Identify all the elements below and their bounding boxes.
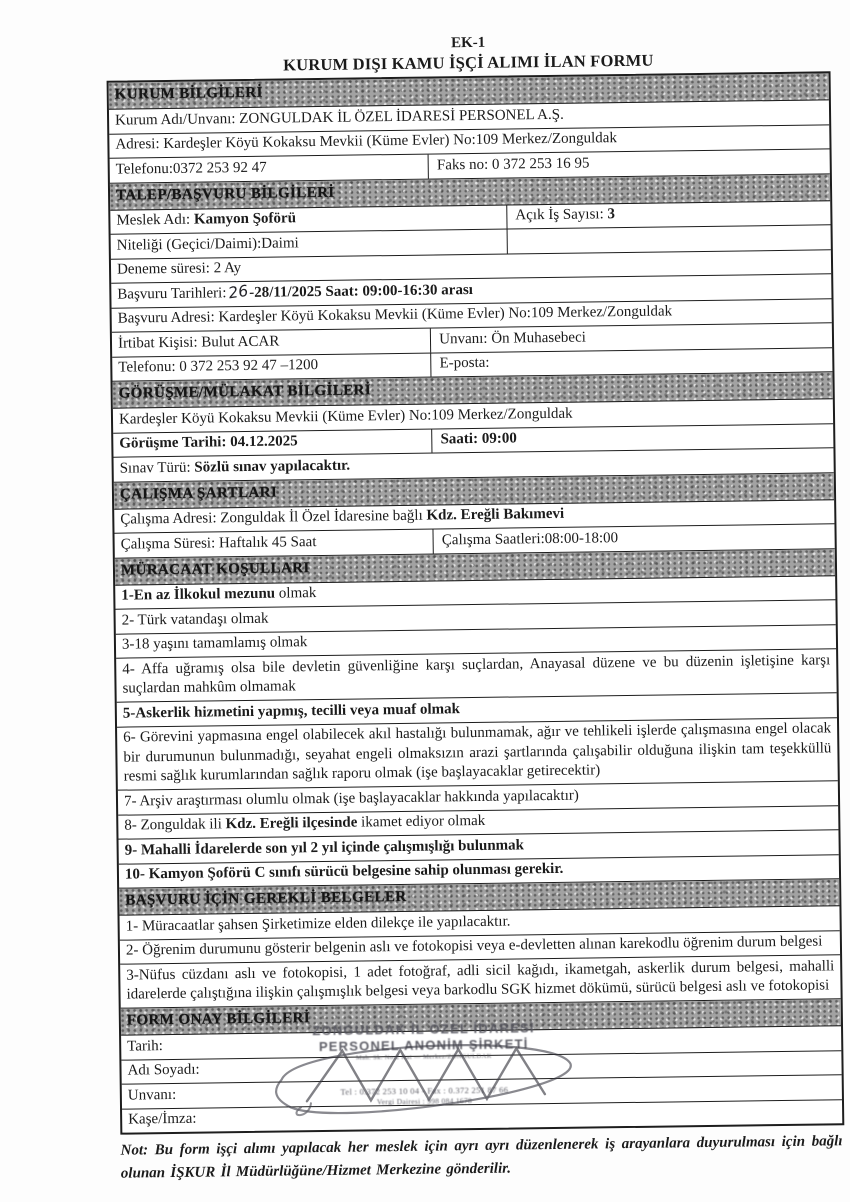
kurum-telefon: Telefonu:0372 253 92 47 bbox=[115, 159, 267, 178]
meslek-value: Kamyon Şoförü bbox=[193, 210, 297, 228]
gorusme-saati: Saati: 09:00 bbox=[440, 430, 517, 448]
onay-kase-label: Kaşe/İmza: bbox=[128, 1110, 197, 1128]
acik-is-label: Açık İş Sayısı: bbox=[515, 206, 608, 224]
nitelik: Niteliği (Geçici/Daimi):Daimi bbox=[116, 234, 299, 254]
calisma-adres-pre: Çalışma Adresi: Zonguldak İl Özel İdaresine bağlı bbox=[120, 507, 427, 528]
sinav-value: Sözlü sınav yapılacaktır. bbox=[194, 457, 351, 476]
condition-item-5: 5-Askerlik hizmetini yapmış, tecilli veya muaf olmak bbox=[117, 693, 837, 727]
kurum-faks: Faks no: 0 372 253 16 95 bbox=[436, 154, 590, 173]
section-title: KURUM BİLGİLERİ bbox=[114, 84, 263, 103]
condition-item-2: 2- Türk vatandaşı olmak bbox=[115, 600, 835, 634]
section-title: ÇALIŞMA ŞARTLARI bbox=[119, 484, 278, 503]
kurum-adres: Adresi: Kardeşler Köyü Kokaksu Mevkii (Küme Evler) No:109 Merkez/Zonguldak bbox=[115, 130, 618, 153]
eposta-label: E-posta: bbox=[439, 354, 490, 372]
empty-cell bbox=[507, 225, 831, 253]
calisma-adres-bold: Kdz. Ereğli Bakımevi bbox=[426, 505, 565, 524]
kurum-adi: Kurum Adı/Unvanı: ZONGULDAK İL ÖZEL İDARESİ PERSONEL A.Ş. bbox=[114, 106, 564, 129]
acik-is-value: 3 bbox=[607, 206, 616, 223]
condition-item-4: 4- Affa uğramış olsa bile devletin güvenliğine karşı suçlardan, Anayasal düzene ve bu düzenin işletişine karşı suçlardan mahkûm olmamak bbox=[116, 649, 837, 702]
document-item-1: 1- Müracaatlar şahsen Şirketimize elden dilekçe ile yapılacaktır. bbox=[120, 906, 840, 940]
section-title: TALEP/BAŞVURU BİLGİLERİ bbox=[115, 184, 335, 204]
onay-ad-label: Adı Soyadı: bbox=[127, 1061, 200, 1079]
footer-note-text: Bu form işçi alımı yapılacak her meslek için ayrı ayrı düzenlenerek iş arayanlara duyurulması için bağlı olunan İŞKUR İl Müdürlüğüne/Hizmet Merkezine gönderilir. bbox=[120, 1133, 843, 1182]
condition-item-1: 1-En az İlkokul mezunu olmak bbox=[115, 576, 835, 610]
document-item-3: 3-Nüfus cüzdanı aslı ve fotokopisi, 1 adet fotoğraf, adli sicil kağıdı, ikametgah, askerlik durum belgesi, mahalli idarelerde çalıştığına ilişkin çalışmışlık belgesi veya barkodlu SGK hizmet dökümü, sürücü belgesi aslı ve fotokopisi bbox=[120, 955, 841, 1008]
deneme-suresi: Deneme süresi: 2 Ay bbox=[116, 260, 242, 278]
form-table bbox=[107, 71, 845, 1134]
condition-item-8: 8- Zonguldak ili Kdz. Ereğli ilçesinde ikamet ediyor olmak bbox=[118, 806, 838, 840]
stamp-company-line2: PERSONEL ANONİM ŞİRKETİ bbox=[318, 1036, 529, 1054]
onay-unvan-label: Unvanı: bbox=[127, 1086, 177, 1104]
stamp-company-line1: ZONGULDAK İL ÖZEL İDARESİ bbox=[312, 1020, 535, 1038]
sinav-label: Sınav Türü: bbox=[119, 459, 195, 477]
document-item-2: 2- Öğrenim durumunu gösterir belgenin aslı ve fotokopisi veya e-devletten alınan karekodlu öğrenim durum belgesi bbox=[120, 931, 840, 965]
approval-block bbox=[121, 1020, 842, 1132]
handwritten-day: 26 bbox=[228, 281, 249, 302]
section-title: FORM ONAY BİLGİLERİ bbox=[126, 1010, 311, 1029]
irtibat-unvan: Unvanı: Ön Muhasebeci bbox=[439, 329, 586, 347]
stamp-address-line: Mah. Sk. No:2 Kat — Merkez/ZONGULDAK bbox=[355, 1052, 492, 1062]
scanned-form-page bbox=[106, 29, 845, 1185]
form-annex-code: EK-1 bbox=[450, 34, 486, 52]
gorusme-tarihi: Görüşme Tarihi: 04.12.2025 bbox=[119, 433, 298, 452]
footer-note-label: Not: bbox=[120, 1142, 149, 1159]
tarih-label: Başvuru Tarihleri: bbox=[117, 284, 227, 303]
onay-tarih-label: Tarih: bbox=[127, 1037, 163, 1055]
condition-item-10: 10- Kamyon Şoförü C sınıfı sürücü belgesine sahip olunması gerekir. bbox=[119, 855, 839, 889]
condition-item-9: 9- Mahalli İdarelerde son yıl 2 yıl içinde çalışmışlığı bulunmak bbox=[119, 830, 839, 864]
section-title: GÖRÜŞME/MÜLAKAT BİLGİLERİ bbox=[118, 382, 372, 402]
calisma-suresi: Çalışma Süresi: Haftalık 45 Saat bbox=[120, 533, 317, 553]
footer-note bbox=[120, 1130, 845, 1185]
tarih-value: -28/11/2025 Saat: 09:00-16:30 arası bbox=[249, 281, 473, 301]
section-title: MÜRACAAT KOŞULLARI bbox=[120, 559, 310, 579]
gorusme-adres: Kardeşler Köyü Kokaksu Mevkii (Küme Evler) No:109 Merkez/Zonguldak bbox=[118, 405, 573, 428]
calisma-saatleri: Çalışma Saatleri:08:00-18:00 bbox=[441, 529, 619, 548]
condition-item-7: 7- Arşiv araştırması olumlu olmak (işe başlayacaklar hakkında yapılacaktır) bbox=[118, 781, 838, 815]
talep-telefon: Telefonu: 0 372 253 92 47 –1200 bbox=[118, 357, 319, 376]
section-title: BAŞVURU İÇİN GEREKLİ BELGELER bbox=[125, 888, 407, 909]
basvuru-adres: Başvuru Adresi: Kardeşler Köyü Kokaksu Mevkii (Küme Evler) No:109 Merkez/Zonguldak bbox=[117, 303, 673, 327]
stamp-tax-line: Vergi Dairesi : 998 084 1678 bbox=[376, 1096, 473, 1107]
condition-item-3: 3-18 yaşını tamamlamış olmak bbox=[116, 625, 836, 659]
meslek-label: Meslek Adı: bbox=[116, 211, 195, 229]
condition-item-6: 6- Görevini yapmasına engel olabilecek akıl hastalığı bulunmamak, ağır ve tehlikeli işlerde çalışmasına engel olacak bir durumunun bulunmadığı, seyahat engeli olmaksızın arazi şartlarında çalışabilir olduğuna ilişkin tam teşekküllü resmi sağlık kurumlarından sağlık raporu olmak (işe başlayacaklar getirecektir) bbox=[117, 718, 838, 791]
page-title: KURUM DIŞI KAMU İŞÇİ ALIMI İLAN FORMU bbox=[283, 50, 654, 75]
stamp-tel-line: Tel : 0.372 253 10 04 - Fax : 0.372 251 87 66 bbox=[340, 1084, 509, 1097]
irtibat-kisisi: İrtibat Kişisi: Bulut ACAR bbox=[117, 333, 280, 352]
